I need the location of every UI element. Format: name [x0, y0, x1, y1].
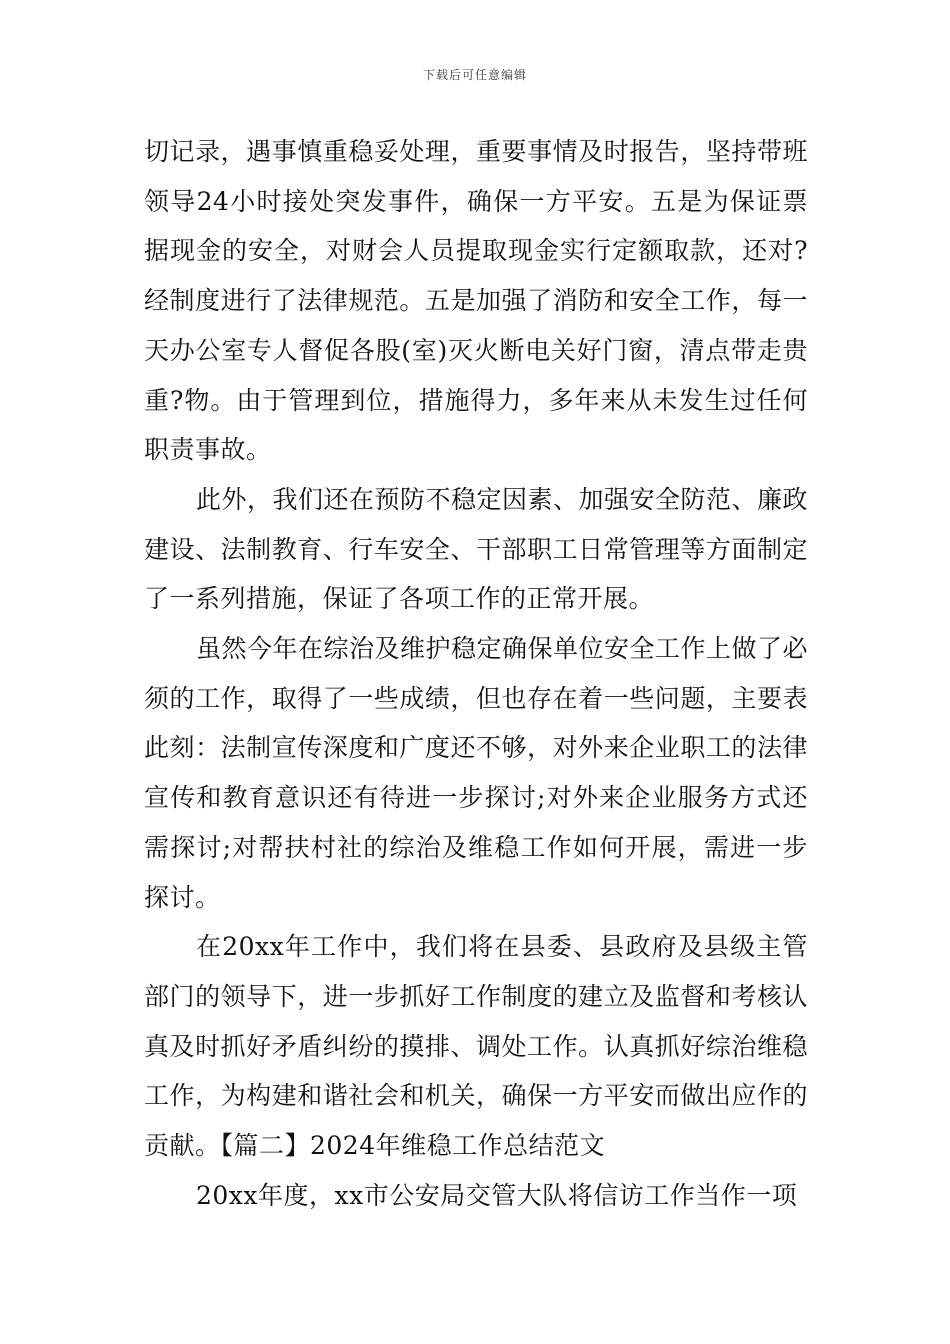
paragraph-5: 20xx年度，xx市公安局交管大队将信访工作当作一项: [196, 1180, 798, 1210]
paragraph-4: 在20xx年工作中，我们将在县委、县政府及县级主管部门的领导下，进一步抓好工作制度的建立及监督和考核认真及时抓好矛盾纠纷的摸排、调处工作。认真抓好综治维稳工作，为构建和谐社会和机关，确保一方平安而做出应作的贡献。【篇二】2024年维稳工作总结范文: [144, 932, 808, 1161]
paragraph-3: 虽然今年在综治及维护稳定确保单位安全工作上做了必须的工作，取得了一些成绩，但也存在着一些问题，主要表此刻：法制宣传深度和广度还不够，对外来企业职工的法律宣传和教育意识还有待进一步探讨;对外来企业服务方式还需探讨;对帮扶村社的综治及维稳工作如何开展，需进一步探讨。: [144, 634, 809, 912]
page-header: 下载后可任意编辑: [422, 68, 527, 82]
paragraph-1: 切记录，遇事慎重稳妥处理，重要事情及时报告，坚持带班领导24小时接处突发事件，确保一方平安。五是为保证票据现金的安全，对财会人员提取现金实行定额取款，还对?经制度进行了法律规范。五是加强了消防和安全工作，每一天办公室专人督促各股(室)灭火断电关好门窗，清点带走贵重?物。由于管理到位，措施得力，多年来从未发生过任何职责事故。: [144, 137, 808, 465]
document-body: [144, 127, 808, 1220]
paragraph-2: 此外，我们还在预防不稳定因素、加强安全防范、廉政建设、法制教育、行车安全、干部职工日常管理等方面制定了一系列措施，保证了各项工作的正常开展。: [144, 484, 809, 614]
